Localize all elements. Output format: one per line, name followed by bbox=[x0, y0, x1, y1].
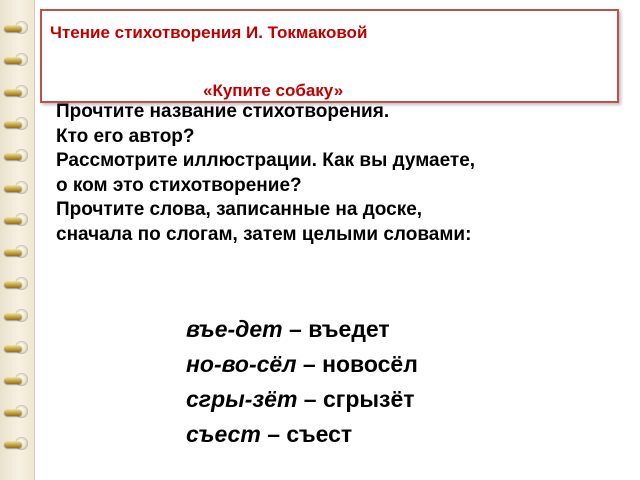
word-list bbox=[186, 312, 606, 452]
word-syllables: въе-дет bbox=[186, 316, 283, 342]
instructions-text bbox=[56, 100, 626, 247]
ring-binder-icon bbox=[4, 404, 30, 420]
ring-binder-icon bbox=[4, 212, 30, 228]
instruction-line: о ком это стихотворение? bbox=[56, 174, 302, 196]
word-syllables: сгры-зёт bbox=[186, 386, 298, 412]
word-item bbox=[186, 347, 606, 382]
ring-binder-icon bbox=[4, 180, 30, 196]
word-whole: новосёл bbox=[322, 351, 418, 377]
word-item bbox=[186, 382, 606, 417]
ring-binder-icon bbox=[4, 84, 30, 100]
notebook-binding-strip bbox=[0, 0, 35, 480]
instruction-line: Прочтите название стихотворения. bbox=[56, 101, 390, 122]
instruction-line: Рассмотрите иллюстрации. Как вы думаете, bbox=[56, 150, 476, 171]
instruction-line: Кто его автор? bbox=[56, 125, 195, 147]
slide-title: Чтение стихотворения И. Токмаковой bbox=[50, 23, 368, 42]
word-whole: въедет bbox=[308, 316, 390, 342]
word-item bbox=[186, 417, 606, 452]
word-syllables: съест bbox=[186, 421, 261, 447]
word-dash: – bbox=[302, 351, 316, 377]
ring-binder-icon bbox=[4, 276, 30, 292]
ring-binder-icon bbox=[4, 148, 30, 164]
ring-binder-icon bbox=[4, 372, 30, 388]
ring-binder-icon bbox=[4, 436, 30, 452]
word-item bbox=[186, 312, 606, 347]
word-dash: – bbox=[303, 386, 317, 412]
ring-binder-icon bbox=[4, 52, 30, 68]
ring-binder-icon bbox=[4, 116, 30, 132]
word-dash: – bbox=[289, 316, 302, 342]
word-whole: съест bbox=[286, 421, 353, 447]
instruction-line: Прочтите слова, записанные на доске, bbox=[56, 199, 423, 220]
instruction-line: сначала по слогам, затем целыми словами: bbox=[56, 223, 472, 245]
ring-binder-icon bbox=[4, 308, 30, 324]
ring-binder-icon bbox=[4, 340, 30, 356]
word-whole: сгрызёт bbox=[322, 386, 415, 412]
poem-title: «Купите собаку» bbox=[203, 81, 344, 100]
word-dash: – bbox=[267, 421, 280, 447]
ring-binder-icon bbox=[4, 20, 30, 36]
ring-binder-icon bbox=[4, 244, 30, 260]
word-syllables: но-во-сёл bbox=[186, 351, 297, 377]
